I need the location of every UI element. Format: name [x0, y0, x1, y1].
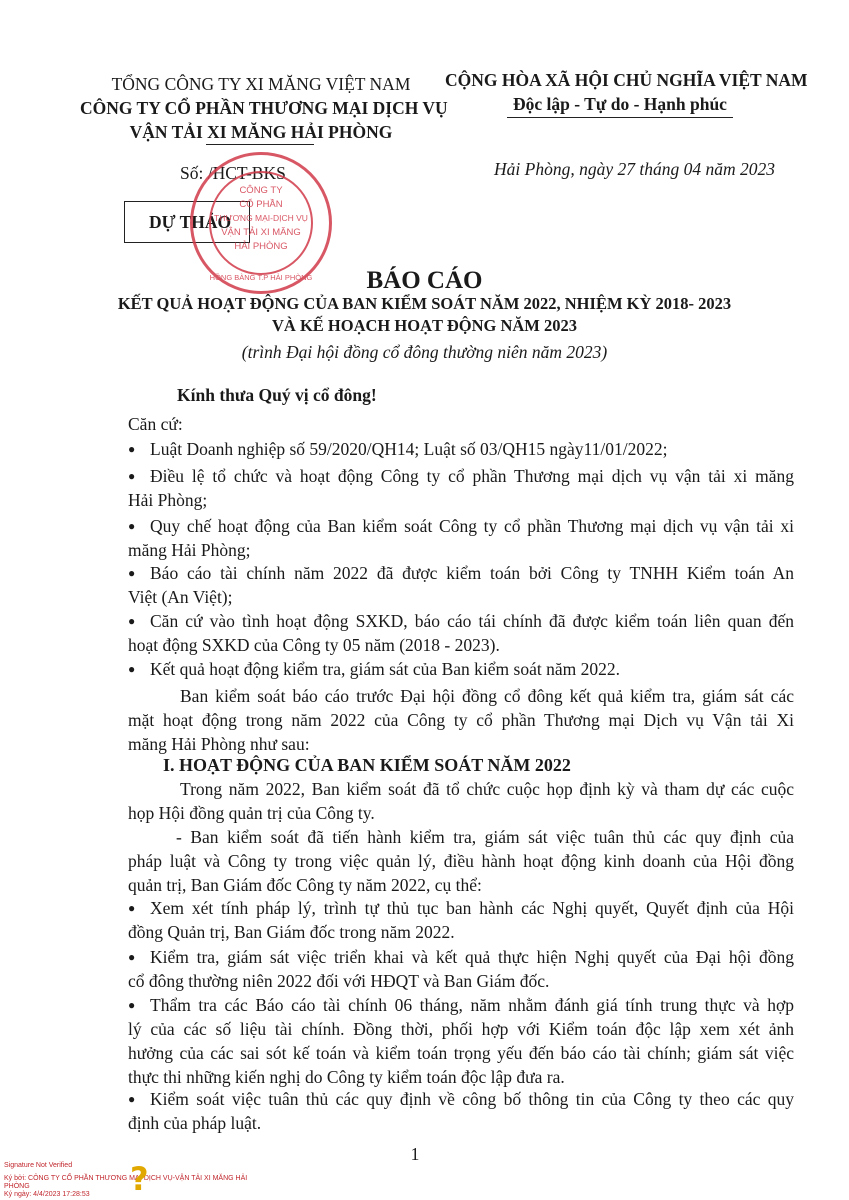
document-title: BÁO CÁO: [366, 267, 483, 294]
basis-item-line: Báo cáo tài chính năm 2022 đã được kiểm toán bởi Công ty TNHH Kiểm toán An: [150, 563, 794, 583]
bullet-icon: ●: [128, 950, 136, 964]
activity-item: [128, 945, 794, 993]
paragraph-line: - Ban kiểm soát đã tiến hành kiểm tra, giám sát việc tuân thủ các quy định của: [176, 827, 794, 847]
document-subtitle-2: VÀ KẾ HOẠCH HOẠT ĐỘNG NĂM 2023: [272, 316, 577, 335]
section1-paragraph-1: [128, 777, 794, 825]
signature-question-icon: ?: [130, 1160, 149, 1198]
greeting: Kính thưa Quý vị cổ đông!: [177, 385, 377, 405]
activity-item-line: định của pháp luật.: [128, 1113, 262, 1133]
seal-line-4: VẬN TẢI XI MĂNG: [221, 227, 301, 238]
org-name-line1: CÔNG TY CỔ PHẦN THƯƠNG MẠI DỊCH VỤ: [80, 98, 448, 118]
basis-item-line: Quy chế hoạt động của Ban kiểm soát Công ty cổ phần Thương mại dịch vụ vận tải xi: [150, 516, 794, 536]
basis-item-line: Hải Phòng;: [128, 490, 208, 510]
section1-paragraph-2: [128, 825, 794, 897]
page-number: 1: [410, 1144, 420, 1164]
intro-line: mặt hoạt động trong năm 2022 của Công ty cổ phần Thương mại Dịch vụ Vận tải Xi: [128, 710, 794, 730]
intro-line: măng Hải Phòng như sau:: [128, 734, 310, 754]
basis-item: [128, 437, 794, 461]
seal-ring-text: HỒNG BÀNG T.P HẢI PHÒNG: [209, 273, 313, 282]
org-parent-name: TỔNG CÔNG TY XI MĂNG VIỆT NAM: [111, 74, 411, 94]
basis-item-line: Kết quả hoạt động kiểm tra, giám sát của Ban kiểm soát năm 2022.: [150, 659, 620, 679]
bullet-icon: ●: [128, 901, 136, 915]
basis-item-line: Căn cứ vào tình hoạt động SXKD, báo cáo tái chính đã được kiểm toán liên quan đến: [150, 611, 794, 631]
basis-item: [128, 514, 794, 562]
intro-paragraph: [128, 684, 794, 756]
place-and-date: Hải Phòng, ngày 27 tháng 04 năm 2023: [494, 159, 775, 179]
paragraph-line: quản trị, Ban Giám đốc Công ty năm 2022, cụ thể:: [128, 875, 482, 895]
activity-item-line: hưởng của các sai sót kế toán và kiểm toán trọng yếu đến báo cáo tài chính; giám sát việc: [128, 1043, 794, 1063]
bullet-icon: ●: [128, 1092, 136, 1106]
national-motto: Độc lập - Tự do - Hạnh phúc: [513, 94, 727, 114]
bullet-icon: ●: [128, 566, 136, 580]
signature-status: Signature Not Verified: [4, 1162, 73, 1169]
country-name: CỘNG HÒA XÃ HỘI CHỦ NGHĨA VIỆT NAM: [445, 70, 808, 90]
signature-date: Ký ngày: 4/4/2023 17:28:53: [4, 1191, 90, 1198]
bullet-icon: ●: [128, 469, 136, 483]
seal-line-5: HẢI PHÒNG: [234, 241, 288, 252]
seal-line-3: THƯƠNG MẠI-DỊCH VỤ: [214, 213, 308, 223]
activity-item-line: Thẩm tra các Báo cáo tài chính 06 tháng, năm nhằm đánh giá tính trung thực và hợp: [150, 995, 794, 1015]
basis-item-line: Điều lệ tổ chức và hoạt động Công ty cổ phần Thương mại dịch vụ vận tải xi măng: [150, 466, 794, 486]
section-heading: I. HOẠT ĐỘNG CỦA BAN KIỂM SOÁT NĂM 2022: [163, 755, 571, 775]
activity-item: [128, 1087, 794, 1135]
paragraph-line: Trong năm 2022, Ban kiểm soát đã tổ chức cuộc họp định kỳ và tham dự các cuộc: [180, 779, 794, 799]
org-name-line2: VẬN TẢI XI MĂNG HẢI PHÒNG: [129, 122, 393, 142]
activity-item-line: Kiểm soát việc tuân thủ các quy định về công bố thông tin của Công ty theo các quy: [150, 1089, 794, 1109]
basis-item: [128, 657, 794, 681]
signature-signer-cont: PHÒNG: [4, 1183, 30, 1190]
activity-item-line: cổ đông thường niên 2022 đối với HĐQT và Ban Giám đốc.: [128, 971, 550, 991]
activity-item-line: thực thi những kiến nghị do Công ty kiểm toán độc lập đưa ra.: [128, 1067, 565, 1087]
basis-item: [128, 561, 794, 609]
basis-item: [128, 609, 794, 657]
bullet-icon: ●: [128, 662, 136, 676]
basis-item-line: hoạt động SXKD của Công ty 05 năm (2018 - 2023).: [128, 635, 500, 655]
activity-item-line: Kiểm tra, giám sát việc triển khai và kết quả thực hiện Nghị quyết của Đại hội đồng: [150, 947, 794, 967]
seal-line-1: CÔNG TY: [239, 185, 283, 196]
activity-item-line: lý của các số liệu tài chính. Đồng thời, phối hợp với Kiểm toán độc lập xem xét ảnh: [128, 1019, 794, 1039]
basis-label: Căn cứ:: [128, 414, 183, 434]
draft-label: DỰ THẢO: [149, 212, 232, 232]
activity-item-line: đồng Quản trị, Ban Giám đốc trong năm 2022.: [128, 922, 455, 942]
header-underline-right: [507, 117, 733, 118]
activity-item-line: Xem xét tính pháp lý, trình tự thủ tục ban hành các Nghị quyết, Quyết định của Hội: [150, 898, 794, 918]
document-subtitle-1: KẾT QUẢ HOẠT ĐỘNG CỦA BAN KIỂM SOÁT NĂM 2022, NHIỆM KỲ 2018- 2023: [117, 294, 732, 313]
seal-line-2: CỔ PHẦN: [239, 199, 283, 210]
bullet-icon: ●: [128, 442, 136, 456]
document-number: Số: /HCT-BKS: [180, 163, 286, 183]
document-note: (trình Đại hội đồng cổ đông thường niên năm 2023): [241, 342, 608, 362]
activity-item: [128, 896, 794, 944]
basis-item: [128, 464, 794, 512]
header-underline-left: [206, 144, 314, 145]
basis-item-line: Việt (An Việt);: [128, 587, 233, 607]
activity-item: [128, 993, 794, 1089]
intro-line: Ban kiểm soát báo cáo trước Đại hội đồng cổ đông kết quả kiểm tra, giám sát các: [180, 686, 794, 706]
signature-signer: Ký bởi: CÔNG TY CỔ PHẦN THƯƠNG MẠI-DỊCH VỤ-VẬN TẢI XI MĂNG HẢI: [4, 1175, 248, 1182]
bullet-icon: ●: [128, 519, 136, 533]
basis-item-line: măng Hải Phòng;: [128, 540, 251, 560]
paragraph-line: họp Hội đồng quản trị của Công ty.: [128, 803, 375, 823]
paragraph-line: pháp luật và Công ty trong việc quản lý, điều hành hoạt động kinh doanh của Hội đồng: [128, 851, 794, 871]
basis-item-line: Luật Doanh nghiệp số 59/2020/QH14; Luật số 03/QH15 ngày11/01/2022;: [150, 439, 668, 459]
bullet-icon: ●: [128, 998, 136, 1012]
bullet-icon: ●: [128, 614, 136, 628]
